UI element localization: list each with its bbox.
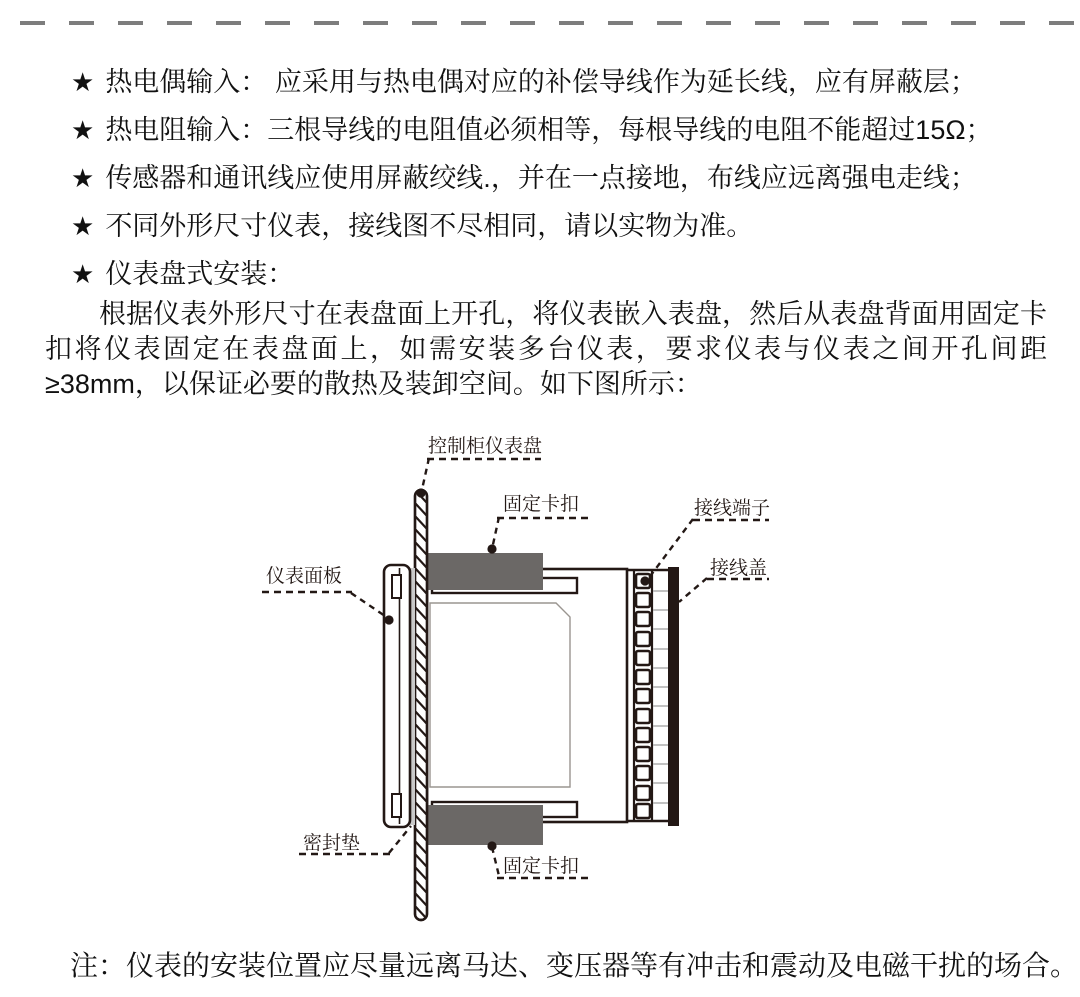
list-item [71,58,1031,106]
label-terminal-block: 接线端子 [694,498,771,519]
installation-diagram [240,425,800,940]
instrument-body [427,569,627,822]
list-item-section-heading [71,250,1031,298]
section-heading-text: 仪表盘式安装： [105,259,295,289]
bullet-text: 不同外形尺寸仪表，接线图不尽相同，请以实物为准。 [105,211,754,241]
label-wiring-cover: 接线盖 [710,558,768,579]
star-bullet-icon: ★ [71,211,95,241]
top-dashed-divider [20,21,1080,25]
label-fixing-clip-bottom: 固定卡扣 [503,856,580,877]
footer-note: 注：仪表的安装位置应尽量远离马达、变压器等有冲击和震动及电磁干扰的场合。 [70,950,1079,981]
cabinet-panel-hatched-bar [415,490,427,920]
star-bullet-icon: ★ [71,67,95,97]
label-cabinet-panel: 控制柜仪表盘 [428,436,543,457]
star-bullet-icon: ★ [71,115,95,145]
list-item [71,106,1031,154]
instrument-front-bezel [384,565,410,827]
terminal-strip [627,570,668,821]
label-front-bezel: 仪表面板 [266,566,343,587]
installation-paragraph: 根据仪表外形尺寸在表盘面上开孔，将仪表嵌入表盘，然后从表盘背面用固定卡扣将仪表固定在表盘面上，如需安装多台仪表，要求仪表与仪表之间开孔间距≥38mm，以保证必要的散热及装卸空间。如下图所示： [45,299,1047,399]
label-seal-gasket: 密封垫 [303,833,361,854]
star-bullet-icon: ★ [71,259,95,289]
bullet-text: 热电偶输入： 应采用与热电偶对应的补偿导线作为延长线，应有屏蔽层； [105,67,977,97]
fixing-clip-bottom [427,805,543,845]
wiring-cover-bar [668,567,679,826]
list-item [71,154,1031,202]
fixing-clip-top [427,553,543,590]
bullet-list [71,58,1031,298]
label-fixing-clip-top: 固定卡扣 [503,494,580,515]
list-item [71,202,1031,250]
bullet-text: 热电阻输入：三根导线的电阻值必须相等，每根导线的电阻不能超过15Ω； [105,115,993,145]
star-bullet-icon: ★ [71,163,95,193]
bullet-text: 传感器和通讯线应使用屏蔽绞线.，并在一点接地，布线应远离强电走线； [105,163,977,193]
